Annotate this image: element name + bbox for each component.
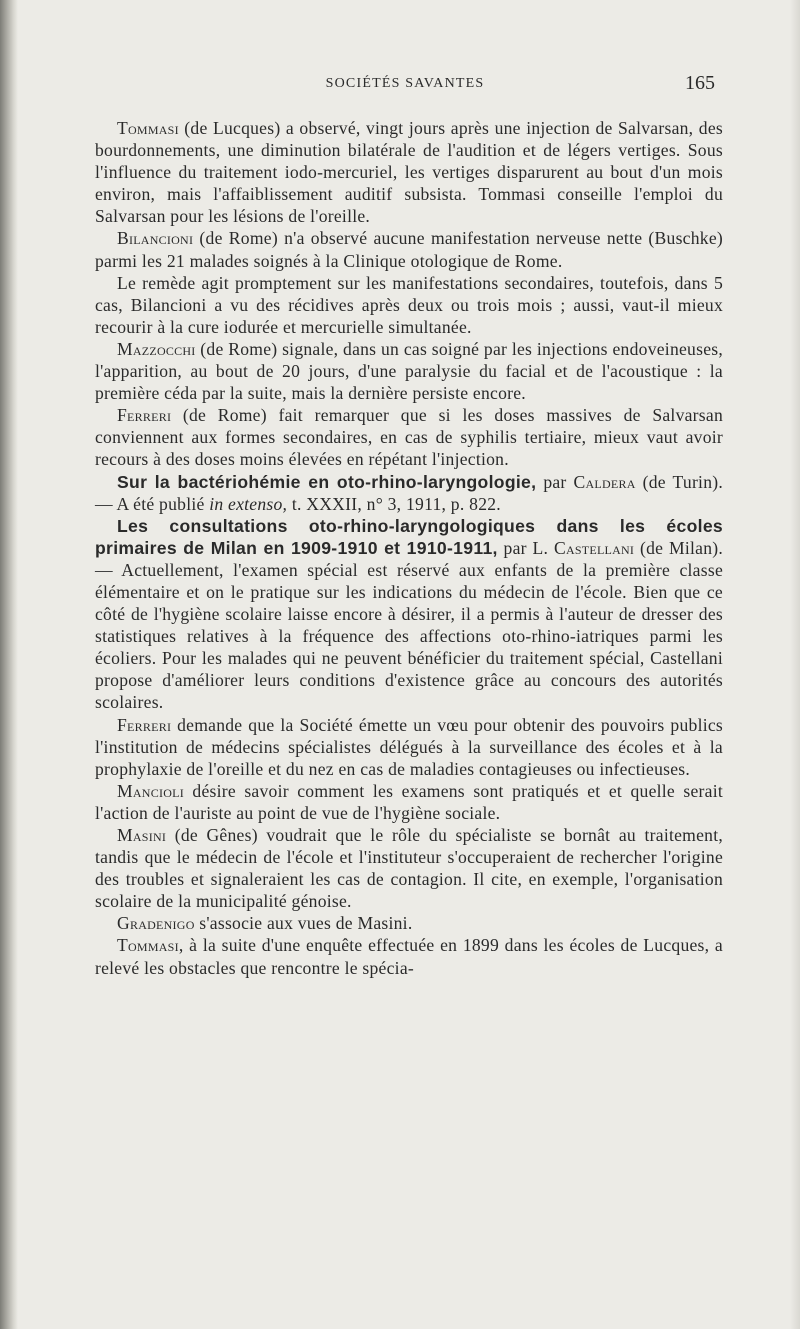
- paragraph-text: désire savoir comment les examens sont pratiqués et et quelle serait l'action de l'auriste au point de vue de l'hygiène sociale.: [95, 780, 723, 823]
- byline-prefix: par L.: [497, 537, 554, 558]
- author-name: Tommasi: [117, 118, 179, 138]
- paragraph-bilancioni: [95, 227, 723, 271]
- paragraph-text: (de Lucques) a observé, vingt jours après une injection de Salvarsan, des bourdonnements, une diminution bilatérale de l'audition et de légers vertiges. Sous l'influence du traitement iodo-mercuriel, les vertiges disparurent au bout d'un mois environ, mais l'affaiblissement auditif subsista. Tommasi conseille l'emploi du Salvarsan pour les lésions de l'oreille.: [95, 118, 723, 227]
- author-name: Masini: [117, 825, 167, 845]
- paragraph-tommasi-enquete: [95, 934, 723, 978]
- paragraph-text: (de Gênes) voudrait que le rôle du spécialiste se bornât au traitement, tandis que le médecin de l'école et l'instituteur s'occuperaient de rechercher l'origine des troubles et signaleraient les cas de contagion. Il cite, en exemple, l'organisation scolaire de la municipalité génoise.: [95, 825, 723, 912]
- page-header: [95, 74, 715, 100]
- paragraph-mancioli: [95, 780, 723, 824]
- author-name: Mazzocchi: [117, 338, 196, 359]
- paragraph-text: , à la suite d'une enquête effectuée en 1899 dans les écoles de Lucques, a relevé les obstacles que rencontre le spécia-: [95, 935, 723, 978]
- paragraph-text: (de Rome) fait remarquer que si les doses massives de Salvarsan conviennent aux formes secondaires, en cas de syphilis tertiaire, mieux vaut avoir recours à des doses moins élevées en répétant l'injection.: [95, 405, 723, 470]
- byline-prefix: par: [536, 471, 574, 492]
- page-binding-edge: [0, 0, 18, 1329]
- section-bacteriohemie: [95, 471, 723, 515]
- paragraph-text: Le remède agit promptement sur les manifestations secondaires, toutefois, dans 5 cas, Bilancioni a vu des récidives après deux ou trois mois ; aussi, vaut-il mieux recourir à la cure iodurée et mercurielle simultanée.: [95, 272, 723, 337]
- paragraph-text: (de Rome) signale, dans un cas soigné par les injections endoveineuses, l'apparition, au bout de 20 jours, d'une paralysie du facial et de l'acoustique : la première céda par la suite, mais la dernière persiste encore.: [95, 338, 723, 404]
- page-number: 165: [685, 72, 715, 94]
- author-name: Ferreri: [117, 714, 172, 735]
- author-name: Gradenigo: [117, 913, 195, 934]
- paragraph-remede: [95, 272, 723, 338]
- section-consultations: [95, 515, 723, 714]
- paragraph-text: (de Turin). — A été publié: [95, 471, 724, 514]
- paragraph-text: t. XXXII, n° 3, 1911, p. 822.: [287, 493, 501, 514]
- paragraph-ferreri: [95, 404, 723, 470]
- paragraph-gradenigo: [95, 912, 723, 934]
- paragraph-text: (de Milan). — Actuellement, l'examen spécial est réservé aux enfants de la première classe élémentaire et on le pratique sur les indications du médecin de l'école. Bien que ce côté de l'hygiène scolaire laisse encore à désirer, il a permis à l'auteur de dresser des statistiques relatives à la fréquence des affections oto-rhino-iatriques parmi les écoliers. Pour les malades qui ne peuvent bénéficier du traitement spécial, Castellani propose d'améliorer leurs conditions d'existence grâce au concours des autorités scolaires.: [95, 537, 724, 713]
- paragraph-text: demande que la Société émette un vœu pour obtenir des pouvoirs publics l'institution de médecins spécialistes délégués à la surveillance des écoles et à la prophylaxie de l'oreille et du nez en cas de maladies contagieuses ou infectieuses.: [95, 714, 723, 779]
- author-name: Tommasi: [117, 935, 179, 956]
- paragraph-text: (de Rome) n'a observé aucune manifestation nerveuse nette (Buschke) parmi les 21 malades soignés à la Clinique otologique de Rome.: [95, 228, 723, 271]
- running-head: SOCIÉTÉS SAVANTES: [325, 76, 485, 91]
- paragraph-masini: [95, 824, 723, 912]
- article-body: [95, 117, 723, 979]
- italic-text: in extenso,: [209, 493, 288, 514]
- author-name: Ferreri: [117, 405, 172, 426]
- author-name: Bilancioni: [117, 228, 194, 249]
- paragraph-mazzocchi: [95, 338, 723, 404]
- author-name: Caldera: [573, 471, 636, 492]
- paragraph-tommasi: [95, 117, 723, 227]
- author-name: Castellani: [553, 537, 635, 558]
- section-heading: Les consultations oto-rhino-laryngologiques dans les écoles primaires de Milan en 1909-1910 et 1910-1911,: [95, 515, 723, 558]
- author-name: Mancioli: [117, 780, 184, 801]
- paragraph-text: s'associe aux vues de Masini.: [194, 913, 413, 934]
- section-heading: Sur la bactériohémie en oto-rhino-laryngologie,: [117, 471, 537, 492]
- paragraph-ferreri-voeu: [95, 714, 723, 780]
- page-right-edge: [790, 0, 800, 1329]
